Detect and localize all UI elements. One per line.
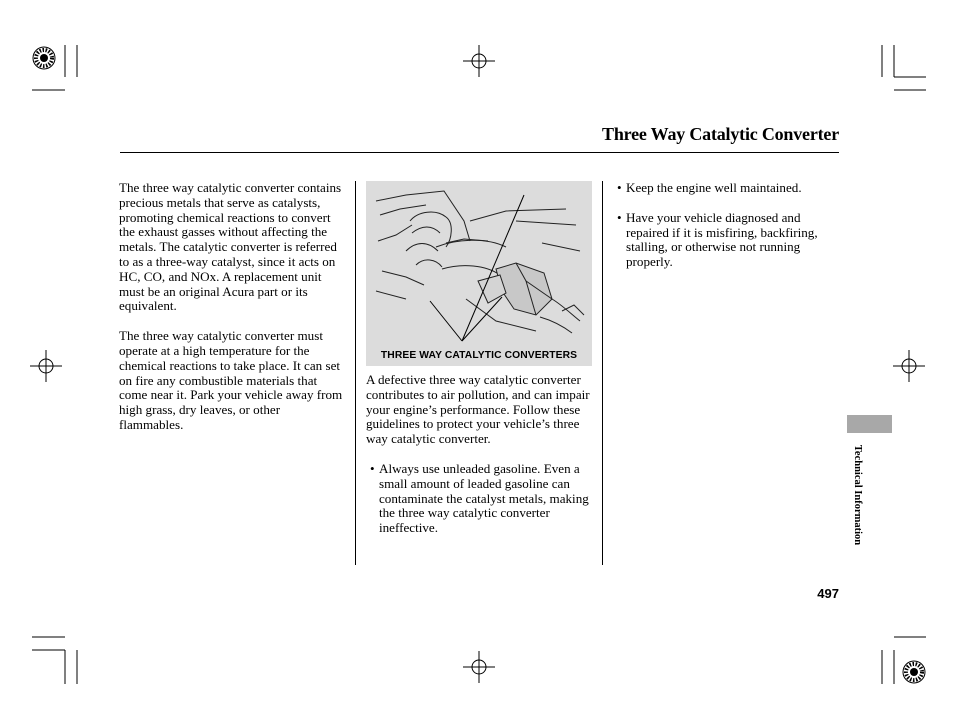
section-tab-marker (847, 415, 892, 433)
left-column (119, 181, 347, 433)
left-paragraph-2: The three way catalytic converter must operate at a high temperature for the chemical reactions to take place. It can set on fire any combustible materials that come near it. Park your vehicle away from high grass, dry leaves, or other flammables. (119, 328, 343, 432)
middle-bullet-item (366, 462, 596, 536)
registration-target-bottom-right (903, 661, 925, 683)
bullet-dot: • (370, 460, 375, 476)
section-tab-label: Technical Information (852, 444, 863, 546)
column-divider-right (602, 181, 603, 565)
bullet-dot: • (617, 180, 622, 195)
right-column (617, 181, 835, 270)
right-bullet-item-2 (617, 211, 835, 270)
figure-caption: THREE WAY CATALYTIC CONVERTERS (380, 350, 578, 361)
exhaust-illustration (366, 181, 592, 366)
right-bullet-text-1: Keep the engine well maintained. (626, 180, 802, 195)
page-title: Three Way Catalytic Converter (602, 124, 839, 144)
page-number: 497 (817, 586, 839, 601)
middle-intro: A defective three way catalytic converter contributes to air pollution, and can impair your engine’s performance. Follow these guidelines to protect your vehicle’s three way catalytic converter. (366, 372, 590, 447)
catalytic-converter-figure (366, 181, 592, 366)
title-rule (120, 152, 839, 153)
column-divider-left (355, 181, 356, 565)
bullet-dot: • (617, 209, 622, 225)
middle-bullet-text: Always use unleaded gasoline. Even a small amount of leaded gasoline can contaminate the catalyst metals, making the three way catalytic converter ineffective. (379, 460, 589, 536)
middle-column (366, 373, 596, 536)
registration-target-top-left (33, 47, 55, 69)
right-bullet-item-1 (617, 181, 835, 196)
right-bullet-text-2: Have your vehicle diagnosed and repaired if it is misfiring, backfiring, stalling, or otherwise not running properly. (626, 209, 818, 270)
left-paragraph-1: The three way catalytic converter contains precious metals that serve as catalysts, promoting chemical reactions to convert the exhaust gasses without affecting the metals. The catalytic converter is referred to as a three-way catalyst, since it acts on HC, CO, and NOx. A replacement unit must be an original Acura part or its equivalent. (119, 180, 342, 314)
